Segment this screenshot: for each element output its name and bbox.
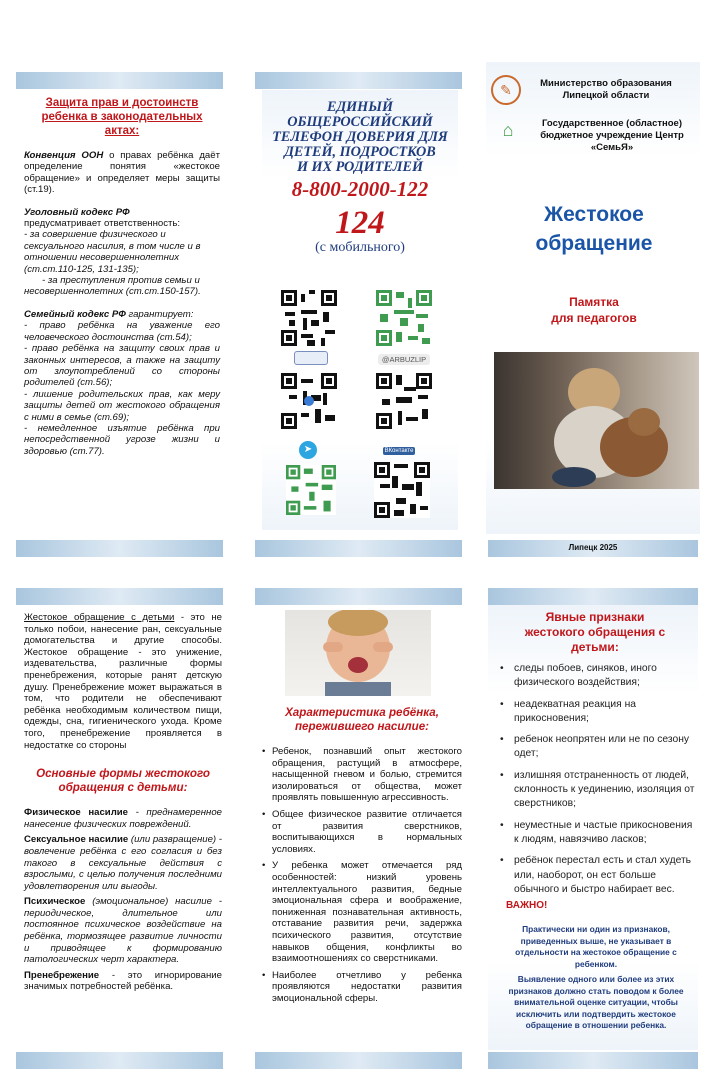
memo-line: Памятка xyxy=(569,295,619,309)
telegram-icon[interactable]: ➤ xyxy=(299,441,317,459)
family-code-line: - немедленное изъятие ребёнка при непосредственной угрозе жизни и здоровью (ст.77). xyxy=(24,422,220,457)
convention-paragraph xyxy=(24,150,220,196)
physical-term: Физическое насилие xyxy=(24,807,129,819)
hotline-short-number[interactable]: 124 xyxy=(335,205,385,241)
psychological-paragraph xyxy=(24,896,222,966)
memo-line: для педагогов xyxy=(551,311,637,325)
brochure-title-line: Жестокое xyxy=(544,203,644,226)
important-note-1: Практически ни один из признаков, приведенных выше, не указывает в отдельности на жестокое обращение с ребенком. xyxy=(515,924,677,969)
memo-label xyxy=(490,294,698,326)
hotline-title xyxy=(262,100,458,175)
qr-code-4[interactable] xyxy=(376,373,432,429)
hotline-line: И ИХ РОДИТЕЛЕЙ xyxy=(296,159,424,175)
list-item: • У ребенка может отмечается ряд особенностей: низкий уровень интеллектуального развития, бедные эмоциональная сфера и воображение, пониженная познавательная активность, отставание развития речи, задержка психического развития, отсутствие навыков общения, конфликты во взаимоотношениях со сверстниками. xyxy=(262,860,462,964)
qr-code-5[interactable] xyxy=(286,463,342,519)
bottom-bar-left xyxy=(16,540,223,557)
list-item: • неадекватная реакция на прикосновения; xyxy=(496,698,696,727)
crying-child-photo xyxy=(285,610,431,696)
sexual-text: (или развращение) - вовлечение ребёнка с его согласия и без такого в сексуальные действия с взрослыми, с целью получения последними удовлетворения или выгоды. xyxy=(24,834,222,892)
family-code-term: Семейный кодекс РФ xyxy=(24,308,126,320)
s2-top-bar-right xyxy=(488,588,698,605)
bottom-bar-middle xyxy=(255,540,462,557)
qr-code-3[interactable] xyxy=(281,373,337,429)
legal-acts-panel xyxy=(24,96,220,468)
family-code-paragraph xyxy=(24,309,220,457)
forms-title: Основные формы жестокого обращения с детьми: xyxy=(36,767,210,795)
s2-top-bar-middle xyxy=(255,588,462,605)
qr-code-1[interactable] xyxy=(281,290,337,346)
neglect-text: - это игнорирование значимых потребностей ребёнка. xyxy=(24,969,222,993)
sexual-term: Сексуальное насилие xyxy=(24,834,129,846)
neglect-paragraph xyxy=(24,970,222,993)
hotline-mobile-note: (с мобильного) xyxy=(315,240,405,255)
list-item: • неуместные и частые прикосновения к людям, навязчиво ласков; xyxy=(496,819,696,848)
important-label: ВАЖНО! xyxy=(506,900,548,911)
list-item: • ребенок неопрятен или не по сезону одет; xyxy=(496,733,696,762)
convention-text: о правах ребёнка даёт определение понятия «жестокое обращение» и определяет меры защиты (ст.19). xyxy=(24,150,220,196)
criminal-code-line: - за преступления против семьи и несовершеннолетних (ст.ст.150-157). xyxy=(24,275,201,298)
hotline-line: ТЕЛЕФОН ДОВЕРИЯ ДЛЯ xyxy=(272,129,448,145)
list-item: • следы побоев, синяков, иного физического воздействия; xyxy=(496,662,696,691)
family-code-line: - лишение родительских прав, как меру защиты детей от жестокого обращения с ними в семье (ст.69); xyxy=(24,388,220,423)
list-item: • Общее физическое развитие отличается от развития сверстников, воспитывающихся в нормальных условиях. xyxy=(262,809,462,855)
criminal-code-paragraph xyxy=(24,207,220,298)
hotline-phone[interactable]: 8-800-2000-122 xyxy=(291,177,429,201)
list-item: • излишняя отстраненность от людей, склонность к уединению, изоляция от сверстников; xyxy=(496,769,696,812)
s2-bottom-bar-left xyxy=(16,1052,223,1069)
family-code-line: - право ребёнка на уважение его человеческого достоинства (ст.54); xyxy=(24,320,220,343)
definition-panel xyxy=(24,612,222,993)
s2-top-bar-left xyxy=(16,588,223,605)
authority-logo xyxy=(294,351,328,365)
child-characteristics-list xyxy=(262,746,462,1009)
definition-text: - это не только побои, нанесение ран, сексуальные домогательства и другие способы. Жестокое обращение - это унижение, издевательства, различные формы пренебрежения, которые ранят детскую душу. Пренебрежение может выражаться в том, что родители не обеспечивают ребёнка необходимым количеством пищи, одежды, сна, гигиенического ухода. Кроме того, пренебрежение проявляется в недостатке со стороны xyxy=(24,612,222,751)
family-code-intro: гарантирует: xyxy=(125,308,194,320)
crying-child-with-teddy-photo xyxy=(494,352,699,489)
legal-acts-title: Защита прав и достоинств ребенка в законодательных актах: xyxy=(41,97,203,137)
family-code-line: - право ребёнка на защиту своих прав и законных интересов, а также на защиту от злоупотреблений со стороны родителей (ст.56); xyxy=(24,343,220,389)
top-bar-left xyxy=(16,72,223,89)
ministry-logo-icon: ✎ xyxy=(491,75,521,105)
signs-title: Явные признаки жестокого обращения с детьми: xyxy=(524,610,666,654)
vk-label: ВКонтакте xyxy=(384,448,414,454)
arbuz-label: @ARBUZLIP xyxy=(378,354,430,365)
brochure-title-line: обращение xyxy=(535,232,653,255)
hotline-line: ДЕТЕЙ, ПОДРОСТКОВ xyxy=(284,144,436,160)
definition-term: Жестокое обращение с детьми xyxy=(24,612,175,623)
list-item: • Ребенок, познавший опыт жестокого обращения, растущий в атмосфере, насыщенной гневом и болью, стремится изолироваться от общества, может проявлять повышенную агрессивность. xyxy=(262,746,462,804)
criminal-code-line: - за совершение физического и сексуального насилия, в том числе и в отношении несовершеннолетних (ст.ст.110-125, 131-135); xyxy=(24,229,201,275)
top-bar-middle xyxy=(255,72,462,89)
hotline-line: ОБЩЕРОССИЙСКИЙ xyxy=(287,114,433,130)
hotline-line: ЕДИНЫЙ xyxy=(326,99,393,115)
psychological-text: (эмоциональное) насилие - периодическое, длительное или постоянное психическое воздействие на ребёнка, тормозящее развитие личности и приводящее к формированию патологических черт характера. xyxy=(24,896,222,966)
institution-name: Государственное (областное) бюджетное учреждение Центр «СемьЯ» xyxy=(540,118,684,153)
neglect-term: Пренебрежение xyxy=(24,969,100,981)
brochure-title xyxy=(490,200,698,258)
physical-text: - преднамеренное нанесение физических повреждений. xyxy=(24,807,222,830)
list-item: • ребёнок перестал есть и стал худеть или, наоборот, он ест больше обычного и быстро набирает вес. xyxy=(496,854,696,897)
footer-city-year: Липецк 2025 xyxy=(568,543,618,552)
physical-paragraph xyxy=(24,807,222,830)
list-item: • Наиболее отчетливо у ребенка проявляются недостатки развития эмоциональной сферы. xyxy=(262,970,462,1005)
ministry-name: Министерство образования Липецкой области xyxy=(540,78,672,101)
definition-paragraph xyxy=(24,612,222,751)
signs-list xyxy=(496,662,696,904)
psychological-term: Психическое xyxy=(24,896,86,908)
s2-bottom-bar-middle xyxy=(255,1052,462,1069)
important-note-2: Выявление одного или более из этих признаков должно стать поводом к более внимательной оценке ситуации, чтобы исключить или подтвердить жестокое обращение в отношении ребенка. xyxy=(508,974,684,1030)
qr-code-6[interactable] xyxy=(374,462,430,518)
family-center-logo-icon: ⌂ xyxy=(502,120,514,140)
criminal-code-line: предусматривает ответственность: xyxy=(24,218,181,230)
criminal-code-term: Уголовный кодекс РФ xyxy=(24,206,130,218)
s2-bottom-bar-right xyxy=(488,1052,698,1069)
hotline-panel xyxy=(262,100,458,256)
sexual-paragraph xyxy=(24,834,222,892)
convention-term: Конвенция ООН xyxy=(24,150,104,161)
child-characteristics-title: Характеристика ребёнка, пережившего насилие: xyxy=(285,706,439,733)
qr-code-2[interactable] xyxy=(376,290,432,346)
